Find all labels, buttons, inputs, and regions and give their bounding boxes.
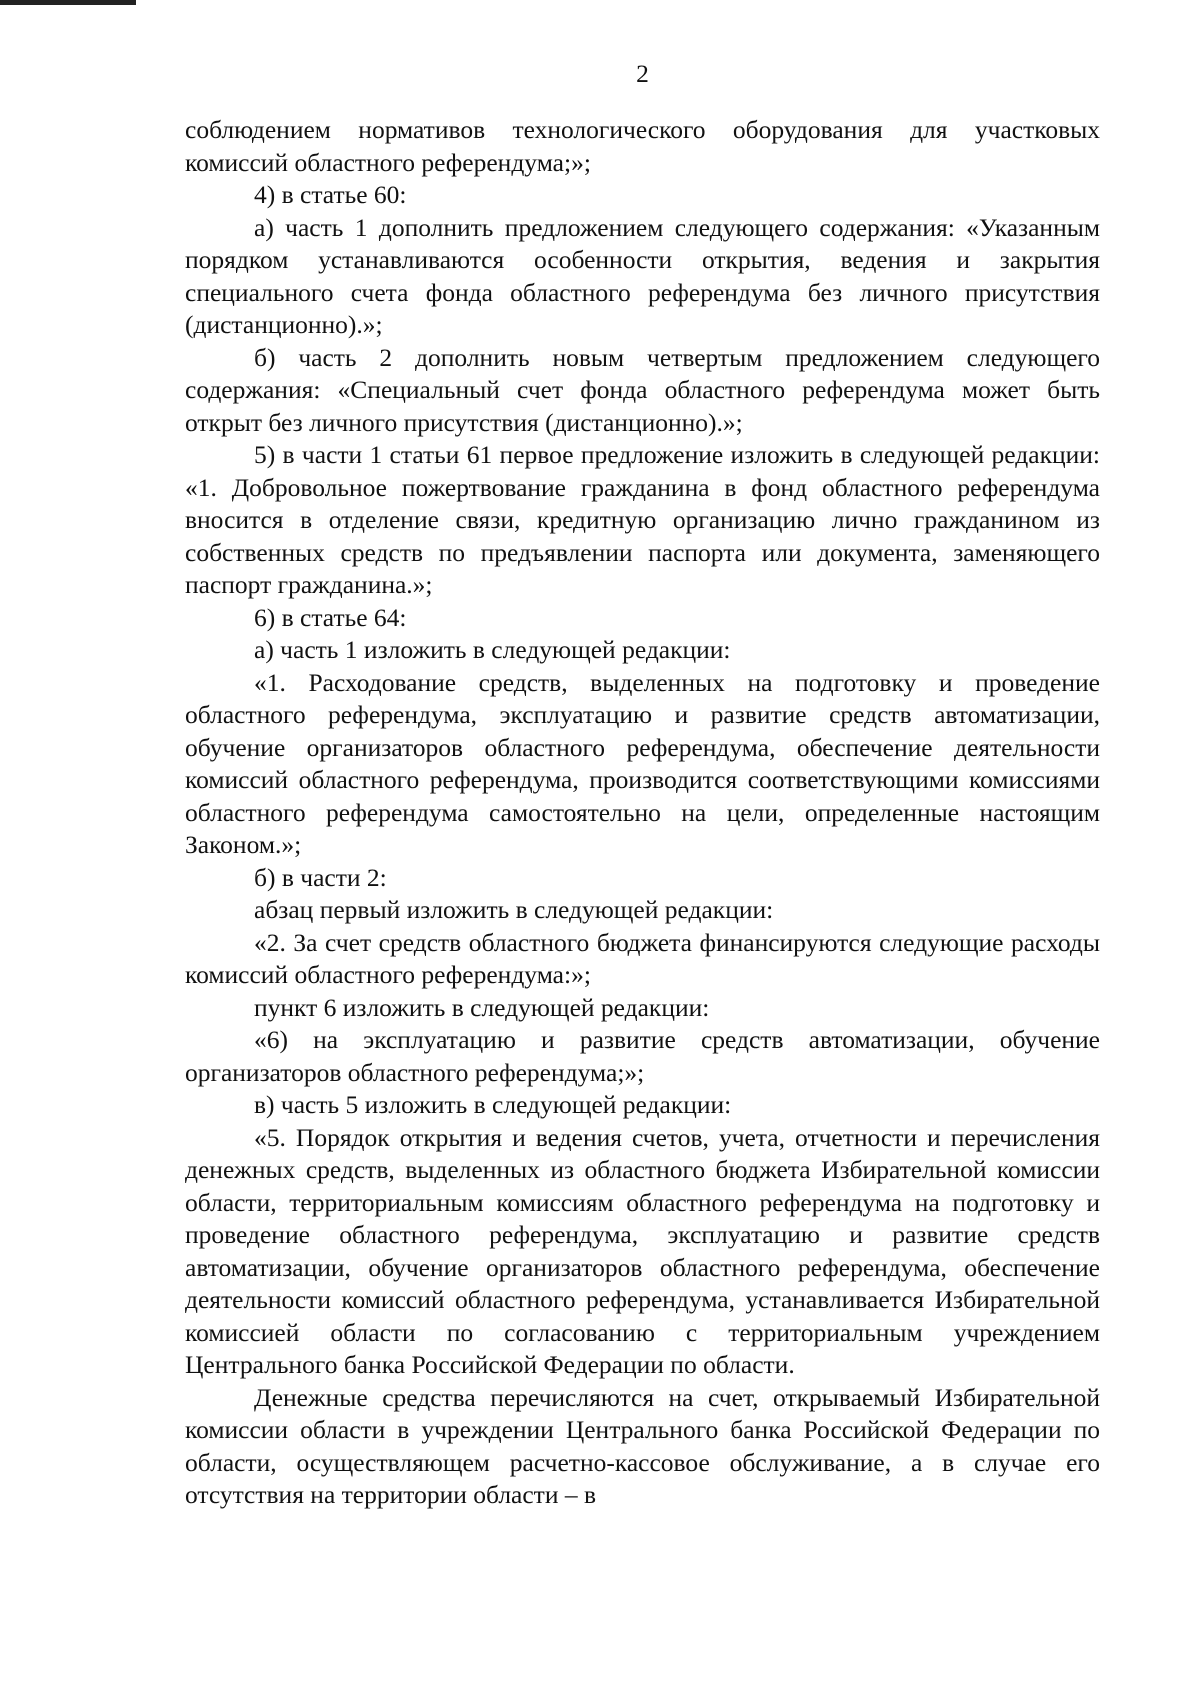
paragraph-5: 5) в части 1 статьи 61 первое предложение изложить в следующей редакции: «1. Добровольное пожертвование гражданина в фонд областного референдума вносится в отделение связи, кредитную организацию лично гражданином из собственных средств по предъявлении паспорта или документа, заменяющего паспорт гражданина.»; bbox=[185, 440, 1100, 599]
paragraph-6: 6) в статье 64: bbox=[254, 602, 407, 632]
paragraph-8: «1. Расходование средств, выделенных на подготовку и проведение областного референдума, эксплуатацию и развитие средств автоматизации, обучение организаторов областного референдума, обеспечение деятельности комиссий областного референдума, производится соответствующими комиссиями областного референдума самостоятельно на цели, определенные настоящим Законом.»; bbox=[185, 667, 1100, 859]
page-number: 2 bbox=[636, 59, 649, 88]
paragraph-9: б) в части 2: bbox=[254, 862, 387, 892]
document-page bbox=[185, 0, 1100, 1691]
paragraph-13: «6) на эксплуатацию и развитие средств автоматизации, обучение организаторов областного референдума;»; bbox=[185, 1025, 1100, 1087]
paragraph-11: «2. За счет средств областного бюджета финансируются следующие расходы комиссий областного референдума:»; bbox=[185, 927, 1100, 989]
document-body bbox=[185, 114, 1100, 1512]
paragraph-7: а) часть 1 изложить в следующей редакции: bbox=[254, 635, 731, 664]
paragraph-12: пункт 6 изложить в следующей редакции: bbox=[254, 992, 710, 1022]
paragraph-15: «5. Порядок открытия и ведения счетов, учета, отчетности и перечисления денежных средств, выделенных из областного бюджета Избирательной комиссии области, территориальным комиссиям областного референдума на подготовку и проведение областного референдума, эксплуатацию и развитие средств автоматизации, обучение организаторов областного референдума, обеспечение деятельности комиссий областного референдума, устанавливается Избирательной комиссией области по согласованию с территориальным учреждением Центрального банка Российской Федерации по области. bbox=[185, 1122, 1100, 1379]
paragraph-3: а) часть 1 дополнить предложением следующего содержания: «Указанным порядком устанавливаются особенности открытия, ведения и закрытия специального счета фонда областного референдума без личного присутствия (дистанционно).»; bbox=[185, 212, 1100, 339]
paragraph-10: абзац первый изложить в следующей редакции: bbox=[254, 895, 774, 924]
paragraph-1: соблюдением нормативов технологического оборудования для участковых комиссий областного референдума;»; bbox=[185, 115, 1100, 177]
paragraph-16: Денежные средства перечисляются на счет, открываемый Избирательной комиссии области в учреждении Центрального банка Российской Федерации по области, осуществляющем расчетно-кассовое обслуживание, а в случае его отсутствия на территории области – в bbox=[185, 1382, 1100, 1509]
paragraph-4: б) часть 2 дополнить новым четвертым предложением следующего содержания: «Специальный счет фонда областного референдума может быть открыт без личного присутствия (дистанционно).»; bbox=[185, 342, 1100, 437]
paragraph-14: в) часть 5 изложить в следующей редакции: bbox=[254, 1090, 732, 1119]
scan-edge-mark bbox=[0, 0, 136, 5]
paragraph-2: 4) в статье 60: bbox=[254, 180, 407, 209]
